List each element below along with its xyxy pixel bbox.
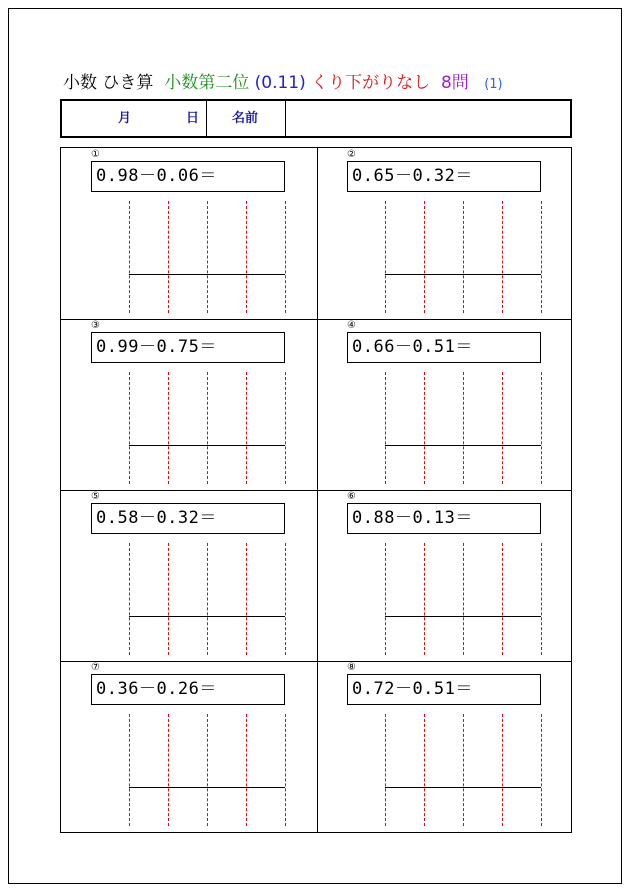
problem-number: ① (91, 149, 100, 160)
problem-cell (317, 661, 572, 832)
column-guide-line (541, 372, 542, 484)
column-guide-line (285, 372, 286, 484)
column-guide-line (424, 201, 425, 313)
column-guide-line (129, 714, 130, 826)
column-guide-line (502, 201, 503, 313)
column-guide-line (129, 543, 130, 655)
problem-expression: 0.88－0.13＝ (347, 503, 541, 534)
problem-number: ② (347, 149, 356, 160)
problem-cell (61, 490, 316, 661)
column-guide-line (502, 714, 503, 826)
problem-number: ⑥ (347, 491, 356, 502)
title-subject: 小数 ひき算 (63, 73, 154, 93)
title-count: 8問 (440, 73, 469, 93)
column-guide-line (168, 714, 169, 826)
problem-number: ③ (91, 320, 100, 331)
name-label: 名前 (232, 111, 259, 126)
column-guide-line (207, 372, 208, 484)
title-step: (0.11) (254, 73, 306, 93)
month-label: 月 (118, 111, 132, 126)
column-guide-line (463, 372, 464, 484)
problem-number: ⑦ (91, 662, 100, 673)
date-divider (206, 101, 207, 136)
column-guide-line (385, 543, 386, 655)
problem-expression: 0.58－0.32＝ (91, 503, 285, 534)
problem-cell (61, 148, 316, 319)
answer-line (385, 787, 541, 788)
column-guide-line (541, 714, 542, 826)
column-guide-line (168, 201, 169, 313)
column-guide-line (129, 201, 130, 313)
column-guide-line (541, 201, 542, 313)
problem-cell (317, 319, 572, 490)
problem-expression: 0.72－0.51＝ (347, 674, 541, 705)
column-guide-line (207, 201, 208, 313)
column-guide-line (385, 372, 386, 484)
problem-grid (60, 147, 572, 833)
column-guide-line (385, 714, 386, 826)
answer-line (129, 787, 285, 788)
name-date-bar (60, 99, 572, 138)
column-guide-line (463, 201, 464, 313)
title-condition: くり下がりなし (311, 73, 431, 93)
answer-line (129, 616, 285, 617)
problem-cell (61, 661, 316, 832)
column-guide-line (246, 543, 247, 655)
problem-cell (317, 490, 572, 661)
column-guide-line (424, 543, 425, 655)
problem-expression: 0.65－0.32＝ (347, 161, 541, 192)
problem-expression: 0.66－0.51＝ (347, 332, 541, 363)
column-guide-line (207, 714, 208, 826)
problem-number: ④ (347, 320, 356, 331)
problem-expression: 0.36－0.26＝ (91, 674, 285, 705)
problem-cell (61, 319, 316, 490)
column-guide-line (129, 372, 130, 484)
title-level: 小数第二位 (164, 73, 250, 93)
column-guide-line (246, 714, 247, 826)
answer-line (129, 445, 285, 446)
column-guide-line (168, 543, 169, 655)
problem-number: ⑧ (347, 662, 356, 673)
name-field[interactable] (286, 101, 570, 136)
column-guide-line (246, 372, 247, 484)
column-guide-line (424, 372, 425, 484)
problem-expression: 0.99－0.75＝ (91, 332, 285, 363)
worksheet-title (63, 70, 583, 96)
column-guide-line (285, 201, 286, 313)
day-label: 日 (186, 111, 200, 126)
column-guide-line (541, 543, 542, 655)
column-guide-line (207, 543, 208, 655)
title-sheet-number: (1) (484, 77, 503, 92)
column-guide-line (285, 714, 286, 826)
answer-line (385, 274, 541, 275)
column-guide-line (463, 543, 464, 655)
column-guide-line (385, 201, 386, 313)
column-guide-line (285, 543, 286, 655)
column-guide-line (246, 201, 247, 313)
problem-cell (317, 148, 572, 319)
column-guide-line (463, 714, 464, 826)
column-guide-line (502, 543, 503, 655)
problem-number: ⑤ (91, 491, 100, 502)
column-guide-line (502, 372, 503, 484)
answer-line (129, 274, 285, 275)
column-guide-line (424, 714, 425, 826)
column-guide-line (168, 372, 169, 484)
problem-expression: 0.98－0.06＝ (91, 161, 285, 192)
answer-line (385, 445, 541, 446)
answer-line (385, 616, 541, 617)
